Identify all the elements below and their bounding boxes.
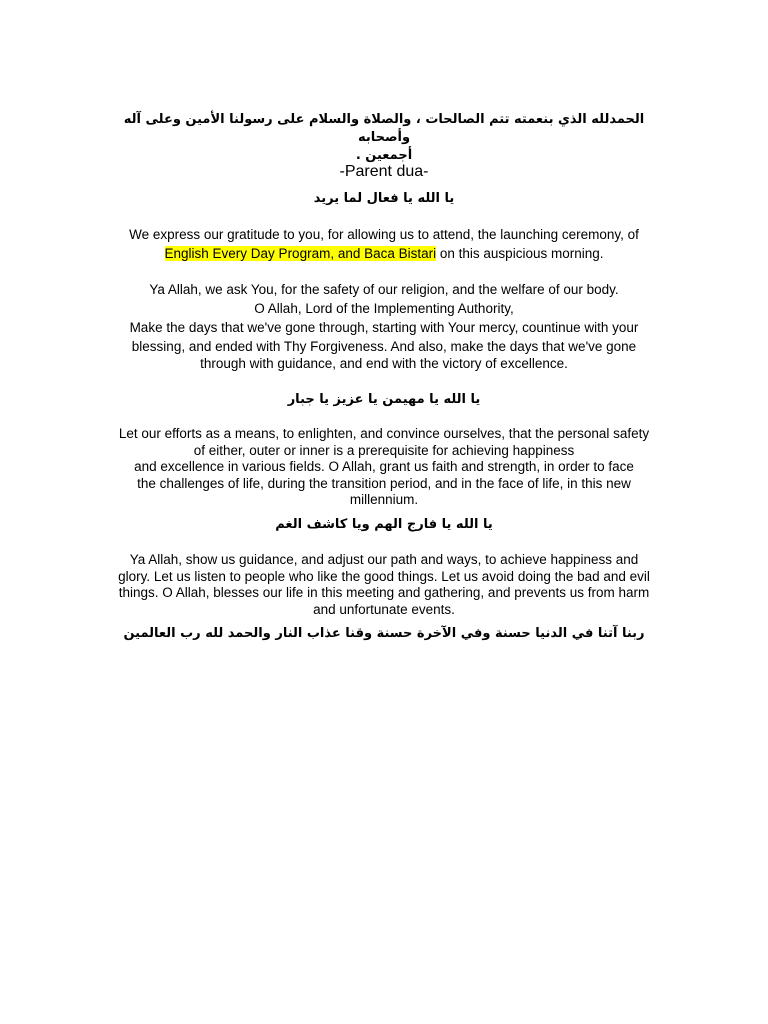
paragraph-safety xyxy=(100,282,668,372)
invocation-1: يا الله يا فعال لما يريد xyxy=(313,191,455,206)
paragraph-efforts xyxy=(100,426,668,509)
invocation-3: يا الله يا فارج الهم ويا كاشف الغم xyxy=(275,517,493,532)
paragraph-line: Let our efforts as a means, to enlighten, and convince ourselves, that the personal safety xyxy=(118,426,650,441)
arabic-opening-line-2: أجمعين . xyxy=(355,148,413,163)
paragraph-gratitude xyxy=(100,225,668,263)
paragraph-guidance xyxy=(100,552,668,618)
paragraph-line: things. O Allah, blesses our life in this meeting and gathering, and prevents us from harm xyxy=(118,585,650,600)
subtitle: -Parent dua- xyxy=(339,163,429,180)
gratitude-line-2 xyxy=(100,244,668,263)
paragraph-line: Ya Allah, show us guidance, and adjust our path and ways, to achieve happiness and xyxy=(129,552,639,567)
highlighted-program-name: English Every Day Program, and Baca Bistari xyxy=(164,246,437,261)
paragraph-line: of either, outer or inner is a prerequisite for achieving happiness xyxy=(193,442,575,458)
paragraph-line: glory. Let us listen to people who like the good things. Let us avoid doing the bad and evil xyxy=(118,568,650,584)
arabic-opening xyxy=(100,111,668,165)
paragraph-line: O Allah, Lord of the Implementing Authority, xyxy=(254,300,514,316)
paragraph-line: Ya Allah, we ask You, for the safety of our religion, and the welfare of our body. xyxy=(149,282,619,297)
arabic-closing: ربنا آتنا في الدنيا حسنة وفي الآخرة حسنة وقنا عذاب النار والحمد لله رب العالمين xyxy=(123,626,645,641)
paragraph-line: through with guidance, and end with the victory of excellence. xyxy=(200,355,568,371)
paragraph-line: blessing, and ended with Thy Forgiveness. And also, make the days that we've gone xyxy=(131,338,637,354)
paragraph-line: and excellence in various fields. O Allah, grant us faith and strength, in order to face xyxy=(134,459,634,474)
arabic-opening-line-1: الحمدلله الذي بنعمته تتم الصالحات ، والصلاة والسلام على رسولنا الأمين وعلى آله وأصحابه xyxy=(123,112,645,145)
paragraph-line: the challenges of life, during the transition period, and in the face of life, in this new xyxy=(137,475,631,491)
invocation-2: يا الله يا مهيمن يا عزيز يا جبار xyxy=(287,392,481,407)
paragraph-line: Make the days that we've gone through, starting with Your mercy, countinue with your xyxy=(129,319,639,335)
paragraph-line: and unfortunate events. xyxy=(313,601,455,617)
paragraph-line: millennium. xyxy=(349,492,419,507)
gratitude-line-2-rest: on this auspicious morning. xyxy=(436,246,604,261)
gratitude-line-1: We express our gratitude to you, for allowing us to attend, the launching ceremony, of xyxy=(129,227,639,242)
